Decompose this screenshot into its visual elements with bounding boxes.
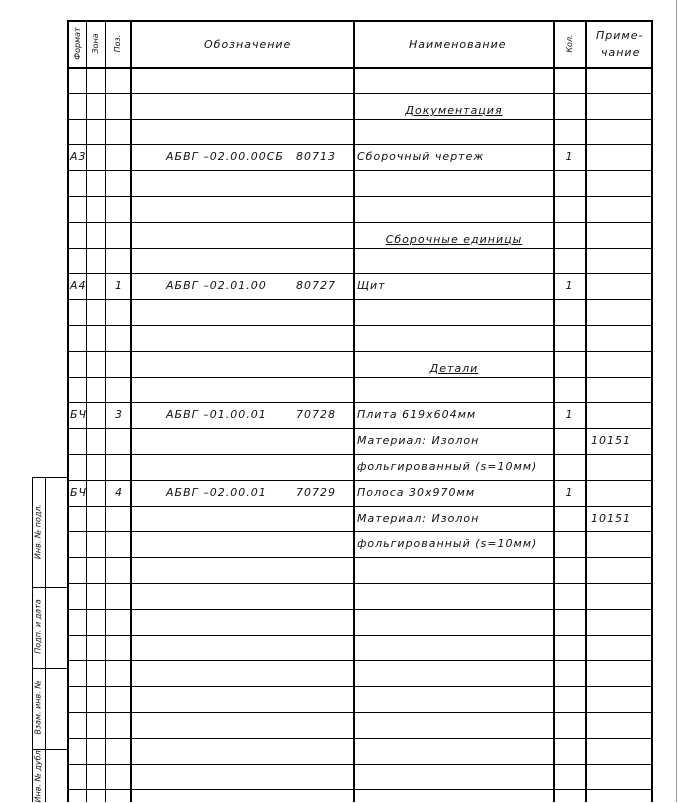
page-edge (676, 0, 677, 802)
cell-pos: 1 (115, 279, 123, 292)
header-pos: Поз. (113, 34, 122, 53)
row-line (67, 377, 653, 378)
row-line (67, 299, 653, 300)
col-line-format-left (67, 20, 69, 802)
row-line (67, 273, 653, 274)
cell-name: Материал: Изолон (357, 512, 480, 525)
cell-designation: АБВГ –02.00.01 (166, 486, 267, 499)
row-line (67, 454, 653, 455)
row-line (67, 557, 653, 558)
cell-name: Материал: Изолон (357, 434, 480, 447)
cell-name: Полоса 30х970мм (357, 486, 476, 499)
row-line (67, 764, 653, 765)
row-line (67, 531, 653, 532)
header-designation: Обозначение (204, 38, 292, 51)
cell-format: БЧ (70, 486, 88, 499)
section-heading: Детали (429, 362, 479, 375)
cell-name: фольгированный (s=10мм) (357, 537, 538, 550)
cell-pos: 4 (115, 486, 123, 499)
cell-name: Плита 619х604мм (357, 408, 477, 421)
row-line (67, 428, 653, 429)
row-line (67, 170, 653, 171)
cell-qty: 1 (565, 408, 574, 421)
row-line (67, 686, 653, 687)
row-line (67, 351, 653, 352)
row-line (67, 660, 653, 661)
row-line (67, 506, 653, 507)
cell-designation: АБВГ –02.01.00 (166, 279, 267, 292)
row-line (67, 196, 653, 197)
cell-name: Сборочный чертеж (357, 150, 485, 163)
cell-qty: 1 (565, 150, 574, 163)
row-line (67, 635, 653, 636)
cell-qty: 1 (565, 486, 574, 499)
col-line-pos-left (105, 20, 106, 802)
col-line-name-left (353, 20, 355, 802)
cell-note: 10151 (591, 512, 631, 525)
row-line (67, 119, 653, 120)
cell-format: А4 (70, 279, 87, 292)
cell-pos: 3 (115, 408, 123, 421)
side-stamp-top (32, 477, 68, 478)
cell-name: фольгированный (s=10мм) (357, 460, 538, 473)
row-line (67, 325, 653, 326)
side-label-inv-podl: Инв. № подл. (33, 503, 43, 560)
cell-code: 80713 (296, 150, 336, 163)
row-line (67, 583, 653, 584)
row-line (67, 609, 653, 610)
row-line (67, 738, 653, 739)
cell-format: БЧ (70, 408, 88, 421)
header-name: Наименование (409, 38, 507, 51)
cell-designation: АБВГ –01.00.01 (166, 408, 267, 421)
side-label-inv-dubl: Инв. № дубл. (33, 747, 43, 803)
header-note-line2: чание (601, 46, 641, 59)
col-line-note-left (585, 20, 587, 802)
row-line (67, 789, 653, 790)
cell-code: 80727 (296, 279, 336, 292)
header-zone: Зона (91, 33, 100, 54)
row-line (67, 144, 653, 145)
cell-code: 70728 (296, 408, 336, 421)
row-line (67, 248, 653, 249)
cell-note: 10151 (591, 434, 631, 447)
cell-name: Щит (357, 279, 386, 292)
row-line (67, 480, 653, 481)
side-label-vzam-inv: Взам. инв. № (33, 680, 43, 735)
cell-code: 70729 (296, 486, 336, 499)
section-heading: Документация (405, 104, 503, 117)
row-line (67, 222, 653, 223)
side-stamp-mid (45, 477, 46, 802)
cell-qty: 1 (565, 279, 574, 292)
cell-designation: АБВГ –02.00.00СБ (166, 150, 284, 163)
row-line (67, 93, 653, 94)
header-qty: Кол. (565, 34, 574, 53)
col-line-designation-left (130, 20, 132, 802)
row-line (67, 712, 653, 713)
side-label-sign-date: Подп. и дата (33, 599, 43, 654)
row-line (67, 402, 653, 403)
section-heading: Сборочные единицы (385, 233, 523, 246)
cell-format: А3 (70, 150, 87, 163)
header-format: Формат (73, 27, 82, 60)
col-line-right (651, 20, 653, 802)
header-note-line1: Приме- (596, 29, 644, 42)
